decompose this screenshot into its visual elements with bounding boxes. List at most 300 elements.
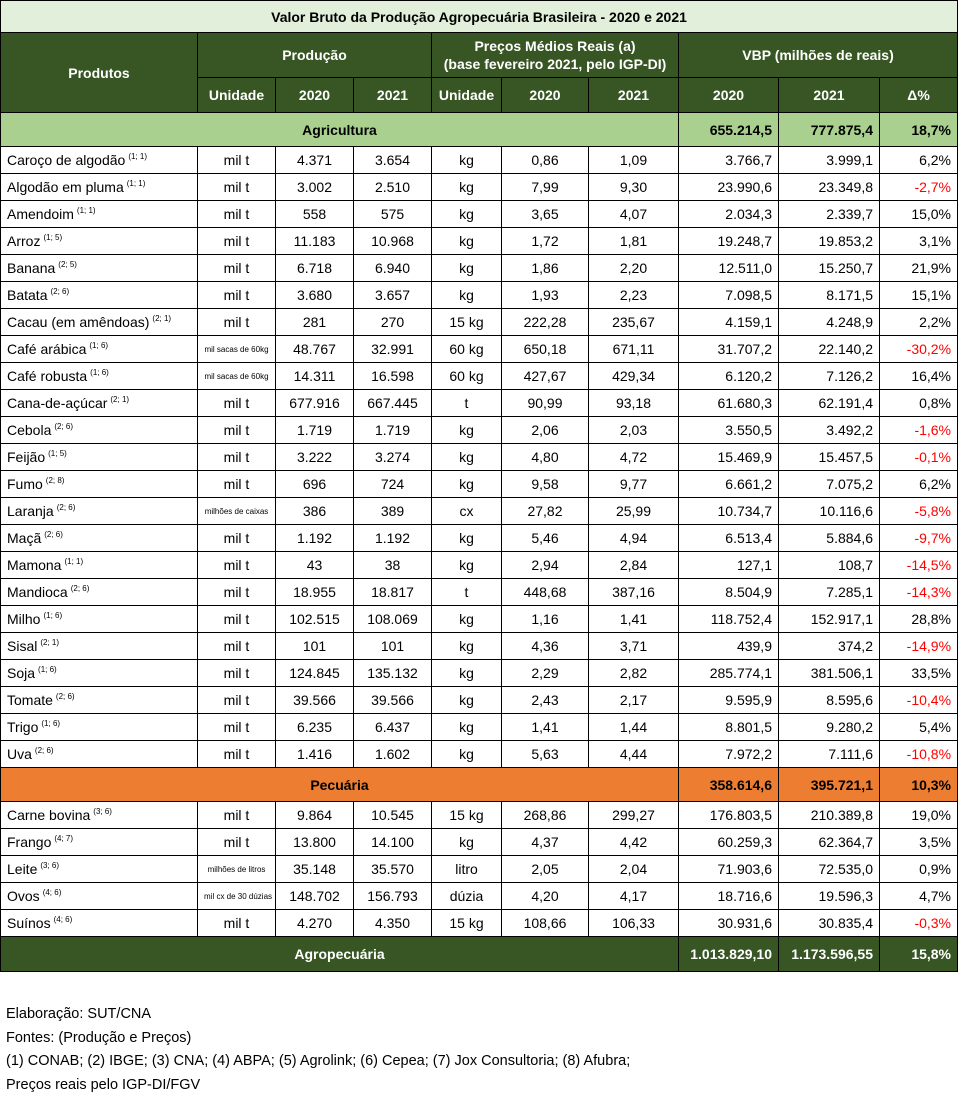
product-cell bbox=[1, 741, 198, 768]
production-2020: 4.371 bbox=[276, 147, 354, 174]
vbp-2021: 62.191,4 bbox=[779, 390, 880, 417]
product-source-note: (2; 6) bbox=[44, 530, 63, 539]
production-2021: 389 bbox=[354, 498, 432, 525]
production-2020: 43 bbox=[276, 552, 354, 579]
product-source-note: (1; 1) bbox=[76, 206, 96, 215]
product-name: Caroço de algodão bbox=[7, 152, 126, 168]
vbp-2020: 6.661,2 bbox=[679, 471, 779, 498]
production-2020: 39.566 bbox=[276, 687, 354, 714]
product-cell bbox=[1, 363, 198, 390]
price-unit: kg bbox=[432, 829, 502, 856]
price-2021: 25,99 bbox=[589, 498, 679, 525]
header-preco-unidade: Unidade bbox=[432, 78, 502, 113]
production-2020: 48.767 bbox=[276, 336, 354, 363]
table-row bbox=[1, 579, 958, 606]
vbp-2021: 19.853,2 bbox=[779, 228, 880, 255]
production-unit: mil t bbox=[198, 910, 276, 937]
vbp-2021: 19.596,3 bbox=[779, 883, 880, 910]
price-unit: t bbox=[432, 579, 502, 606]
vbp-delta: 3,1% bbox=[880, 228, 958, 255]
product-source-note: (1; 5) bbox=[48, 449, 67, 458]
product-cell bbox=[1, 444, 198, 471]
table-row bbox=[1, 363, 958, 390]
vbp-2021: 15.250,7 bbox=[779, 255, 880, 282]
product-cell bbox=[1, 174, 198, 201]
production-2021: 6.940 bbox=[354, 255, 432, 282]
price-2021: 1,09 bbox=[589, 147, 679, 174]
table-row bbox=[1, 498, 958, 525]
production-unit: mil t bbox=[198, 829, 276, 856]
header-unidade: Unidade bbox=[198, 78, 276, 113]
table-row bbox=[1, 552, 958, 579]
price-2021: 2,82 bbox=[589, 660, 679, 687]
vbp-2021: 23.349,8 bbox=[779, 174, 880, 201]
production-2020: 3.680 bbox=[276, 282, 354, 309]
production-2020: 1.719 bbox=[276, 417, 354, 444]
vbp-2021: 7.126,2 bbox=[779, 363, 880, 390]
header-precos bbox=[432, 33, 679, 78]
product-name: Cebola bbox=[7, 422, 52, 438]
price-2020: 427,67 bbox=[502, 363, 589, 390]
product-source-note: (2; 5) bbox=[58, 260, 77, 269]
production-unit: mil t bbox=[198, 802, 276, 829]
product-source-note: (1; 5) bbox=[43, 233, 63, 242]
table-title-row bbox=[1, 1, 958, 33]
pecuaria-section-row bbox=[1, 768, 958, 802]
table-row bbox=[1, 883, 958, 910]
production-2021: 10.545 bbox=[354, 802, 432, 829]
price-2021: 4,72 bbox=[589, 444, 679, 471]
vbp-delta: 21,9% bbox=[880, 255, 958, 282]
product-name: Mamona bbox=[7, 557, 62, 573]
price-unit: kg bbox=[432, 282, 502, 309]
product-name: Uva bbox=[7, 746, 32, 762]
product-cell bbox=[1, 660, 198, 687]
product-cell bbox=[1, 471, 198, 498]
header-preco-2021: 2021 bbox=[589, 78, 679, 113]
product-name: Algodão em pluma bbox=[7, 179, 124, 195]
product-name: Sisal bbox=[7, 638, 38, 654]
price-unit: 15 kg bbox=[432, 802, 502, 829]
vbp-delta: -14,9% bbox=[880, 633, 958, 660]
production-2021: 32.991 bbox=[354, 336, 432, 363]
product-name: Batata bbox=[7, 287, 48, 303]
price-2020: 108,66 bbox=[502, 910, 589, 937]
product-name: Trigo bbox=[7, 719, 39, 735]
vbp-2021: 7.111,6 bbox=[779, 741, 880, 768]
table-row bbox=[1, 802, 958, 829]
product-name: Arroz bbox=[7, 233, 41, 249]
production-2020: 102.515 bbox=[276, 606, 354, 633]
price-unit: kg bbox=[432, 255, 502, 282]
product-source-note: (2; 6) bbox=[56, 503, 76, 512]
header-vbp-2021: 2021 bbox=[779, 78, 880, 113]
vbp-2021: 22.140,2 bbox=[779, 336, 880, 363]
product-cell bbox=[1, 606, 198, 633]
vbp-delta: 6,2% bbox=[880, 471, 958, 498]
product-name: Fumo bbox=[7, 476, 43, 492]
production-2020: 696 bbox=[276, 471, 354, 498]
vbp-delta: -14,3% bbox=[880, 579, 958, 606]
production-2020: 6.235 bbox=[276, 714, 354, 741]
vbp-delta: -10,8% bbox=[880, 741, 958, 768]
vbp-delta: -9,7% bbox=[880, 525, 958, 552]
price-2021: 671,11 bbox=[589, 336, 679, 363]
price-2021: 2,17 bbox=[589, 687, 679, 714]
vbp-2020: 8.504,9 bbox=[679, 579, 779, 606]
product-name: Mandioca bbox=[7, 584, 68, 600]
table-row bbox=[1, 417, 958, 444]
production-2020: 124.845 bbox=[276, 660, 354, 687]
vbp-2020: 19.248,7 bbox=[679, 228, 779, 255]
price-2021: 235,67 bbox=[589, 309, 679, 336]
production-2020: 148.702 bbox=[276, 883, 354, 910]
product-cell bbox=[1, 687, 198, 714]
agricultura-vbp-2021: 777.875,4 bbox=[779, 113, 880, 147]
vbp-2021: 7.075,2 bbox=[779, 471, 880, 498]
price-2020: 1,41 bbox=[502, 714, 589, 741]
price-2021: 4,17 bbox=[589, 883, 679, 910]
table-row bbox=[1, 336, 958, 363]
price-2020: 0,86 bbox=[502, 147, 589, 174]
production-2021: 3.274 bbox=[354, 444, 432, 471]
production-2021: 38 bbox=[354, 552, 432, 579]
price-unit: 15 kg bbox=[432, 309, 502, 336]
vbp-2020: 439,9 bbox=[679, 633, 779, 660]
production-2021: 575 bbox=[354, 201, 432, 228]
table-row bbox=[1, 309, 958, 336]
price-2021: 93,18 bbox=[589, 390, 679, 417]
product-name: Ovos bbox=[7, 888, 40, 904]
vbp-2021: 62.364,7 bbox=[779, 829, 880, 856]
vbp-2020: 3.766,7 bbox=[679, 147, 779, 174]
table-row bbox=[1, 633, 958, 660]
production-2020: 4.270 bbox=[276, 910, 354, 937]
note-line: Fontes: (Produção e Preços) bbox=[6, 1029, 192, 1046]
product-cell bbox=[1, 255, 198, 282]
header-prod-2021: 2021 bbox=[354, 78, 432, 113]
price-2021: 1,44 bbox=[589, 714, 679, 741]
price-2021: 4,07 bbox=[589, 201, 679, 228]
vbp-2020: 285.774,1 bbox=[679, 660, 779, 687]
vbp-delta: 28,8% bbox=[880, 606, 958, 633]
production-2021: 39.566 bbox=[354, 687, 432, 714]
price-unit: kg bbox=[432, 228, 502, 255]
pecuaria-section-label: Pecuária bbox=[1, 768, 679, 802]
header-precos-line1: Preços Médios Reais (a) bbox=[474, 38, 636, 54]
product-name: Suínos bbox=[7, 915, 51, 931]
vbp-delta: 3,5% bbox=[880, 829, 958, 856]
price-unit: dúzia bbox=[432, 883, 502, 910]
vbp-2021: 9.280,2 bbox=[779, 714, 880, 741]
header-row-1 bbox=[1, 33, 958, 78]
product-cell bbox=[1, 390, 198, 417]
vbp-2020: 12.511,0 bbox=[679, 255, 779, 282]
production-2020: 3.222 bbox=[276, 444, 354, 471]
table-row bbox=[1, 687, 958, 714]
vbp-2020: 30.931,6 bbox=[679, 910, 779, 937]
vbp-2020: 60.259,3 bbox=[679, 829, 779, 856]
table-row bbox=[1, 147, 958, 174]
product-source-note: (4; 7) bbox=[54, 834, 74, 843]
price-unit: litro bbox=[432, 856, 502, 883]
table-row bbox=[1, 471, 958, 498]
product-source-note: (1; 6) bbox=[43, 611, 63, 620]
production-unit: mil t bbox=[198, 741, 276, 768]
price-unit: kg bbox=[432, 633, 502, 660]
product-cell bbox=[1, 633, 198, 660]
price-unit: kg bbox=[432, 417, 502, 444]
table-row bbox=[1, 856, 958, 883]
agricultura-delta: 18,7% bbox=[880, 113, 958, 147]
production-unit: mil t bbox=[198, 147, 276, 174]
production-unit: mil t bbox=[198, 633, 276, 660]
vbp-2020: 31.707,2 bbox=[679, 336, 779, 363]
product-source-note: (2; 1) bbox=[40, 638, 60, 647]
price-2020: 2,05 bbox=[502, 856, 589, 883]
product-cell bbox=[1, 282, 198, 309]
table-row bbox=[1, 228, 958, 255]
vbp-2020: 23.990,6 bbox=[679, 174, 779, 201]
vbp-2021: 72.535,0 bbox=[779, 856, 880, 883]
product-name: Laranja bbox=[7, 503, 54, 519]
price-2020: 1,16 bbox=[502, 606, 589, 633]
production-2020: 1.192 bbox=[276, 525, 354, 552]
vbp-2020: 15.469,9 bbox=[679, 444, 779, 471]
production-2020: 18.955 bbox=[276, 579, 354, 606]
product-name: Leite bbox=[7, 861, 38, 877]
price-2021: 2,20 bbox=[589, 255, 679, 282]
product-name: Frango bbox=[7, 834, 52, 850]
product-cell bbox=[1, 228, 198, 255]
vbp-delta: 5,4% bbox=[880, 714, 958, 741]
agricultura-section-row bbox=[1, 113, 958, 147]
vbp-2020: 4.159,1 bbox=[679, 309, 779, 336]
vbp-2021: 7.285,1 bbox=[779, 579, 880, 606]
price-unit: 60 kg bbox=[432, 363, 502, 390]
price-2020: 1,72 bbox=[502, 228, 589, 255]
production-unit: mil t bbox=[198, 309, 276, 336]
vbp-delta: 0,9% bbox=[880, 856, 958, 883]
product-cell bbox=[1, 309, 198, 336]
product-source-note: (3; 6) bbox=[40, 861, 60, 870]
production-unit: mil t bbox=[198, 714, 276, 741]
price-2020: 2,43 bbox=[502, 687, 589, 714]
note-line: (1) CONAB; (2) IBGE; (3) CNA; (4) ABPA; (5) Agrolink; (6) Cepea; (7) Jox Consultoria; (8) Afubra; bbox=[6, 1053, 631, 1069]
production-unit: mil t bbox=[198, 687, 276, 714]
production-unit: mil t bbox=[198, 579, 276, 606]
vbp-2021: 4.248,9 bbox=[779, 309, 880, 336]
table-title: Valor Bruto da Produção Agropecuária Brasileira - 2020 e 2021 bbox=[1, 1, 958, 33]
table-row bbox=[1, 660, 958, 687]
note-line: Preços reais pelo IGP-DI/FGV bbox=[6, 1076, 201, 1093]
table-row bbox=[1, 201, 958, 228]
production-unit: mil t bbox=[198, 606, 276, 633]
product-source-note: (1; 6) bbox=[90, 368, 109, 377]
vbp-delta: 16,4% bbox=[880, 363, 958, 390]
vbp-delta: 15,1% bbox=[880, 282, 958, 309]
vbp-delta: -0,3% bbox=[880, 910, 958, 937]
production-2020: 35.148 bbox=[276, 856, 354, 883]
production-unit: mil t bbox=[198, 444, 276, 471]
vbp-2020: 127,1 bbox=[679, 552, 779, 579]
production-unit: milhões de litros bbox=[198, 856, 276, 883]
vbp-2021: 374,2 bbox=[779, 633, 880, 660]
product-cell bbox=[1, 417, 198, 444]
production-2020: 386 bbox=[276, 498, 354, 525]
production-2020: 101 bbox=[276, 633, 354, 660]
vbp-2021: 8.171,5 bbox=[779, 282, 880, 309]
price-unit: kg bbox=[432, 201, 502, 228]
vbp-2020: 6.120,2 bbox=[679, 363, 779, 390]
table-row bbox=[1, 255, 958, 282]
vbp-2020: 18.716,6 bbox=[679, 883, 779, 910]
vbp-2021: 30.835,4 bbox=[779, 910, 880, 937]
production-2021: 4.350 bbox=[354, 910, 432, 937]
vbp-2020: 7.972,2 bbox=[679, 741, 779, 768]
production-2020: 558 bbox=[276, 201, 354, 228]
price-2021: 1,81 bbox=[589, 228, 679, 255]
header-producao: Produção bbox=[198, 33, 432, 78]
production-2021: 135.132 bbox=[354, 660, 432, 687]
header-vbp-2020: 2020 bbox=[679, 78, 779, 113]
price-2021: 2,84 bbox=[589, 552, 679, 579]
total-row bbox=[1, 937, 958, 972]
product-source-note: (4; 6) bbox=[53, 915, 73, 924]
header-delta: Δ% bbox=[880, 78, 958, 113]
production-unit: milhões de caixas bbox=[198, 498, 276, 525]
product-source-note: (1; 6) bbox=[41, 719, 61, 728]
price-2020: 3,65 bbox=[502, 201, 589, 228]
production-unit: mil t bbox=[198, 201, 276, 228]
product-cell bbox=[1, 910, 198, 937]
price-2020: 448,68 bbox=[502, 579, 589, 606]
vbp-2020: 10.734,7 bbox=[679, 498, 779, 525]
price-unit: kg bbox=[432, 741, 502, 768]
table-row bbox=[1, 606, 958, 633]
price-2020: 90,99 bbox=[502, 390, 589, 417]
product-name: Banana bbox=[7, 260, 56, 276]
total-vbp-2020: 1.013.829,10 bbox=[679, 937, 779, 972]
production-unit: mil t bbox=[198, 471, 276, 498]
product-source-note: (2; 6) bbox=[50, 287, 70, 296]
production-2021: 2.510 bbox=[354, 174, 432, 201]
price-unit: kg bbox=[432, 444, 502, 471]
price-2020: 5,63 bbox=[502, 741, 589, 768]
product-cell bbox=[1, 883, 198, 910]
vbp-delta: -14,5% bbox=[880, 552, 958, 579]
product-cell bbox=[1, 201, 198, 228]
vbp-delta: -0,1% bbox=[880, 444, 958, 471]
price-unit: kg bbox=[432, 714, 502, 741]
price-2021: 4,42 bbox=[589, 829, 679, 856]
product-name: Milho bbox=[7, 611, 41, 627]
product-name: Café arábica bbox=[7, 341, 87, 357]
vbp-2020: 8.801,5 bbox=[679, 714, 779, 741]
vbp-2021: 3.492,2 bbox=[779, 417, 880, 444]
vbp-2020: 9.595,9 bbox=[679, 687, 779, 714]
vbp-delta: -5,8% bbox=[880, 498, 958, 525]
production-unit: mil t bbox=[198, 525, 276, 552]
price-2021: 9,30 bbox=[589, 174, 679, 201]
production-2020: 677.916 bbox=[276, 390, 354, 417]
production-2021: 10.968 bbox=[354, 228, 432, 255]
production-2021: 724 bbox=[354, 471, 432, 498]
product-cell bbox=[1, 829, 198, 856]
product-source-note: (2; 8) bbox=[45, 476, 65, 485]
product-source-note: (1; 1) bbox=[64, 557, 84, 566]
price-unit: kg bbox=[432, 471, 502, 498]
production-2020: 1.416 bbox=[276, 741, 354, 768]
product-source-note: (2; 6) bbox=[70, 584, 90, 593]
total-label: Agropecuária bbox=[1, 937, 679, 972]
production-2021: 6.437 bbox=[354, 714, 432, 741]
table-row bbox=[1, 444, 958, 471]
price-2020: 4,36 bbox=[502, 633, 589, 660]
product-source-note: (2; 6) bbox=[54, 422, 74, 431]
production-2020: 13.800 bbox=[276, 829, 354, 856]
price-unit: kg bbox=[432, 606, 502, 633]
price-2021: 4,44 bbox=[589, 741, 679, 768]
price-2020: 5,46 bbox=[502, 525, 589, 552]
price-2020: 650,18 bbox=[502, 336, 589, 363]
header-prod-2020: 2020 bbox=[276, 78, 354, 113]
product-source-note: (1; 6) bbox=[89, 341, 109, 350]
product-name: Cana-de-açúcar bbox=[7, 395, 108, 411]
production-unit: mil cx de 30 dúzias bbox=[198, 883, 276, 910]
price-unit: cx bbox=[432, 498, 502, 525]
vbp-delta: -30,2% bbox=[880, 336, 958, 363]
product-source-note: (1; 1) bbox=[128, 152, 147, 161]
product-name: Café robusta bbox=[7, 368, 88, 384]
product-source-note: (2; 6) bbox=[34, 746, 54, 755]
table-row bbox=[1, 741, 958, 768]
vbp-delta: 6,2% bbox=[880, 147, 958, 174]
price-2020: 7,99 bbox=[502, 174, 589, 201]
production-2021: 35.570 bbox=[354, 856, 432, 883]
production-2021: 16.598 bbox=[354, 363, 432, 390]
table-row bbox=[1, 910, 958, 937]
vbp-2020: 6.513,4 bbox=[679, 525, 779, 552]
price-2021: 429,34 bbox=[589, 363, 679, 390]
price-2020: 1,86 bbox=[502, 255, 589, 282]
product-cell bbox=[1, 856, 198, 883]
product-cell bbox=[1, 498, 198, 525]
production-2021: 156.793 bbox=[354, 883, 432, 910]
product-source-note: (2; 6) bbox=[55, 692, 75, 701]
product-name: Maçã bbox=[7, 530, 42, 546]
vbp-2020: 2.034,3 bbox=[679, 201, 779, 228]
product-name: Tomate bbox=[7, 692, 53, 708]
production-unit: mil t bbox=[198, 390, 276, 417]
vbp-2021: 381.506,1 bbox=[779, 660, 880, 687]
vbp-2020: 118.752,4 bbox=[679, 606, 779, 633]
price-2021: 299,27 bbox=[589, 802, 679, 829]
vbp-2021: 3.999,1 bbox=[779, 147, 880, 174]
price-2021: 106,33 bbox=[589, 910, 679, 937]
vbp-2021: 152.917,1 bbox=[779, 606, 880, 633]
product-cell bbox=[1, 147, 198, 174]
vbp-2021: 108,7 bbox=[779, 552, 880, 579]
vbp-delta: 15,0% bbox=[880, 201, 958, 228]
production-2021: 1.719 bbox=[354, 417, 432, 444]
product-cell bbox=[1, 579, 198, 606]
table-row bbox=[1, 390, 958, 417]
product-source-note: (1; 1) bbox=[126, 179, 146, 188]
production-unit: mil t bbox=[198, 228, 276, 255]
product-name: Cacau (em amêndoas) bbox=[7, 314, 150, 330]
vbp-delta: -10,4% bbox=[880, 687, 958, 714]
